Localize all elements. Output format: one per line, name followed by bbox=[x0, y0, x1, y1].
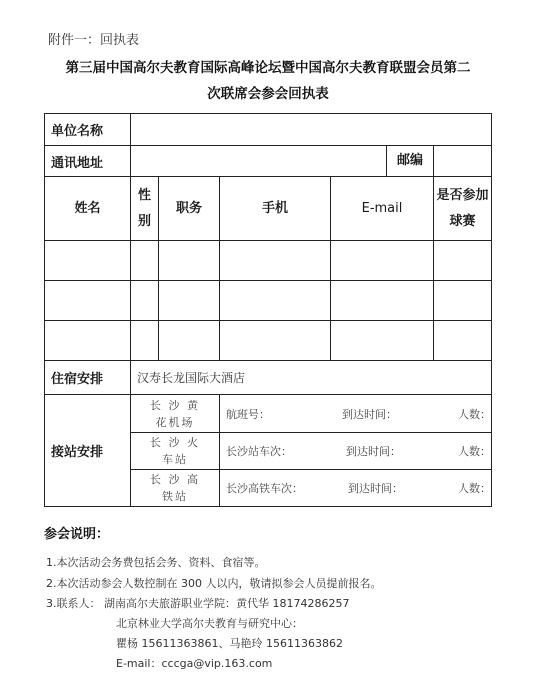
note-item-2: 2.本次活动参会人数控制在 300 人以内，敬请拟参会人员提前报名。 bbox=[46, 577, 382, 590]
gender-header-top: 性 bbox=[137, 187, 151, 203]
golf-header bbox=[434, 177, 492, 241]
title-line-2: 次联席会参会回执表 bbox=[207, 86, 329, 102]
unit-name-row bbox=[45, 114, 492, 146]
attendee-phone-cell[interactable] bbox=[220, 321, 331, 361]
attendee-email-cell[interactable] bbox=[331, 281, 434, 321]
gender-header bbox=[131, 177, 159, 241]
attendee-gender-cell[interactable] bbox=[131, 321, 159, 361]
headcount-label: 人数： bbox=[458, 445, 491, 458]
attachment-label: 附件一：回执表 bbox=[48, 33, 140, 48]
accommodation-label: 住宿安排 bbox=[45, 361, 131, 395]
postcode-field[interactable] bbox=[434, 146, 492, 177]
gender-header-bottom: 别 bbox=[137, 213, 151, 229]
headcount-label: 人数： bbox=[458, 407, 491, 421]
attendee-phone-cell[interactable] bbox=[220, 241, 331, 281]
contact-email: E-mail：cccga@vip.163.com bbox=[116, 657, 273, 670]
station-line: 长 沙 黄 bbox=[150, 398, 200, 412]
attendee-golf-cell[interactable] bbox=[434, 241, 492, 281]
attendee-row bbox=[45, 241, 492, 281]
attendee-golf-cell[interactable] bbox=[434, 281, 492, 321]
attendee-name-cell[interactable] bbox=[45, 241, 131, 281]
attendee-name-cell[interactable] bbox=[45, 321, 131, 361]
station-airport bbox=[131, 395, 220, 433]
flight-number-label: 航班号： bbox=[226, 407, 270, 421]
station-highspeed bbox=[131, 470, 220, 507]
trip-info-highspeed[interactable] bbox=[220, 470, 492, 507]
golf-header-bottom: 球赛 bbox=[449, 213, 476, 229]
note-item-1: 1.本次活动会务费包括会务、资料、食宿等。 bbox=[46, 556, 266, 569]
title-line-1: 第三届中国高尔夫教育国际高峰论坛暨中国高尔夫教育联盟会员第二 bbox=[65, 60, 471, 76]
trip-info-train[interactable] bbox=[220, 433, 492, 470]
attendee-email-cell[interactable] bbox=[331, 321, 434, 361]
pickup-row-airport bbox=[45, 395, 492, 433]
train-number-label: 长沙站车次： bbox=[226, 445, 292, 458]
trip-info-airport[interactable] bbox=[220, 395, 492, 433]
attendee-position-cell[interactable] bbox=[159, 321, 220, 361]
email-header: E-mail bbox=[331, 177, 434, 241]
station-line: 车站 bbox=[162, 453, 188, 466]
phone-header: 手机 bbox=[220, 177, 331, 241]
postcode-label: 邮编 bbox=[387, 146, 434, 177]
note-item-3: 3.联系人： 湖南高尔夫旅游职业学院：黄代华 18174286257 bbox=[46, 597, 350, 610]
notes-heading: 参会说明： bbox=[44, 527, 110, 542]
address-field[interactable] bbox=[131, 146, 387, 177]
attendee-golf-cell[interactable] bbox=[434, 321, 492, 361]
attendee-gender-cell[interactable] bbox=[131, 281, 159, 321]
arrival-time-label: 到达时间： bbox=[342, 407, 397, 421]
station-line: 花机场 bbox=[155, 415, 195, 429]
attendee-name-cell[interactable] bbox=[45, 281, 131, 321]
attendee-email-cell[interactable] bbox=[331, 241, 434, 281]
arrival-time-label: 到达时间： bbox=[346, 445, 401, 458]
unit-name-label: 单位名称 bbox=[45, 114, 131, 146]
attendee-gender-cell[interactable] bbox=[131, 241, 159, 281]
station-line: 铁站 bbox=[162, 490, 188, 503]
station-train bbox=[131, 433, 220, 470]
unit-name-field[interactable] bbox=[131, 114, 492, 146]
contact-line-2: 北京林业大学高尔夫教育与研究中心： bbox=[116, 617, 303, 630]
headcount-label: 人数： bbox=[458, 482, 491, 495]
attendee-row bbox=[45, 281, 492, 321]
station-line: 长 沙 高 bbox=[150, 473, 200, 486]
golf-header-top: 是否参加 bbox=[436, 187, 489, 203]
highspeed-train-label: 长沙高铁车次： bbox=[226, 482, 303, 495]
address-row bbox=[45, 146, 492, 177]
attendee-phone-cell[interactable] bbox=[220, 281, 331, 321]
contact-line-3: 瞿杨 15611363861、马艳玲 15611363862 bbox=[116, 637, 343, 650]
page-title bbox=[40, 55, 496, 107]
station-line: 长 沙 火 bbox=[150, 436, 200, 449]
arrival-time-label: 到达时间： bbox=[348, 482, 403, 495]
accommodation-value: 汉寿长龙国际大酒店 bbox=[131, 361, 492, 395]
address-label: 通讯地址 bbox=[45, 146, 131, 177]
position-header: 职务 bbox=[159, 177, 220, 241]
name-header: 姓名 bbox=[45, 177, 131, 241]
column-header-row bbox=[45, 177, 492, 241]
attendee-row bbox=[45, 321, 492, 361]
attendee-position-cell[interactable] bbox=[159, 241, 220, 281]
pickup-label: 接站安排 bbox=[45, 395, 131, 507]
accommodation-row bbox=[45, 361, 492, 395]
attendee-position-cell[interactable] bbox=[159, 281, 220, 321]
registration-form-table bbox=[44, 113, 492, 507]
notes-section bbox=[44, 523, 382, 670]
